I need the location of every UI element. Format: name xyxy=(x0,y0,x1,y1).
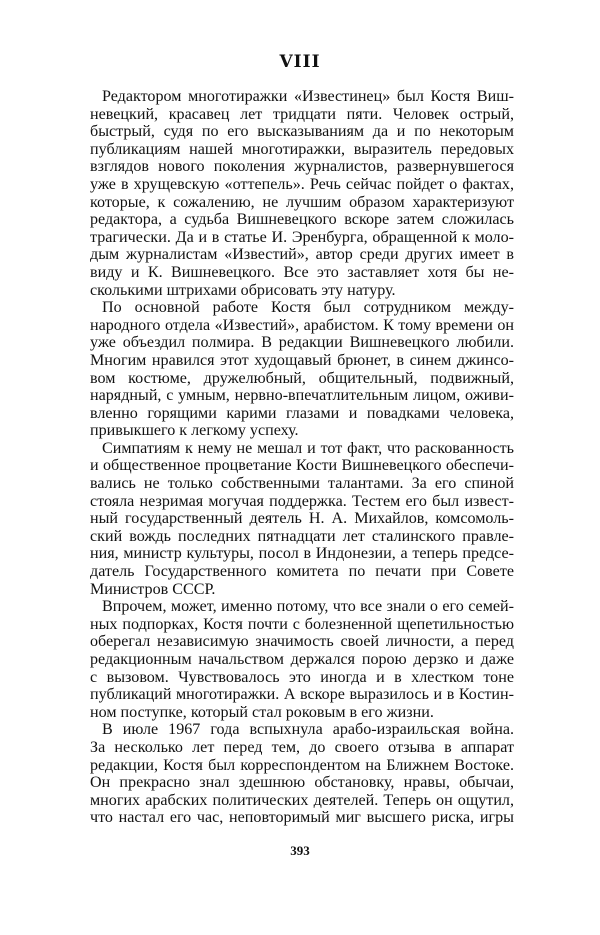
text-line: По основной работе Костя был сотрудником между- xyxy=(102,299,514,317)
text-line: редакционным начальством держался порою дерзко и даже xyxy=(90,651,514,668)
chapter-heading: VIII xyxy=(279,52,321,72)
text-line: ном поступке, который стал роковым в его жизни. xyxy=(90,703,434,721)
page-number: 393 xyxy=(290,843,310,858)
text-line: ский вождь последних пятнадцати лет сталинского правле- xyxy=(90,527,514,545)
text-line: взглядов нового поколения журналистов, развернувшегося xyxy=(90,158,514,176)
text-line: публикациям нашей многотиражки, выразитель передовых xyxy=(90,140,514,158)
text-line: ных подпорках, Костя почти с болезненной щепетильностью xyxy=(90,615,514,633)
text-line: Симпатиям к нему не мешал и тот факт, что раскованность xyxy=(102,439,514,457)
text-line: невецкий, красавец лет тридцати пяти. Человек острый, xyxy=(90,105,514,123)
text-line: ния, министр культуры, посол в Индонезии, а теперь предсе- xyxy=(90,545,514,563)
text-line: публикаций многотиражки. А вскоре выразилось и в Костин- xyxy=(90,686,514,704)
text-line: Редактором многотиражки «Известинец» был Костя Виш- xyxy=(102,88,514,105)
text-line: Он прекрасно знал здешнюю обстановку, нравы, обычаи, xyxy=(90,774,514,792)
text-line: виду и К. Вишневецкого. Все это заставляет хотя бы не- xyxy=(90,263,514,281)
text-line: привыкшего к легкому успеху. xyxy=(90,422,299,440)
text-line: что настал его час, неповторимый миг высшего риска, игры xyxy=(90,809,514,827)
text-line: редактора, а судьба Вишневецкого вскоре затем сложилась xyxy=(90,211,514,229)
text-line: вались не только собственными талантами. За его спиной xyxy=(90,475,514,493)
text-line: ный государственный деятель Н. А. Михайлов, комсомоль- xyxy=(90,510,514,528)
text-line: В июле 1967 года вспыхнула арабо-израильская война. xyxy=(102,721,514,739)
text-line: с вызовом. Чувствовалось это иногда и в хлестком тоне xyxy=(90,668,514,686)
text-line: и общественное процветание Кости Вишневецкого обеспечи- xyxy=(90,457,514,475)
text-line: вленно горящими карими глазами и повадками человека, xyxy=(90,404,514,422)
text-line: трагически. Да и в статье И. Эренбурга, обращенной к моло- xyxy=(90,228,514,246)
text-line: Впрочем, может, именно потому, что все знали о его семей- xyxy=(102,598,514,616)
text-line: За несколько лет перед тем, до своего отзыва в аппарат xyxy=(90,738,514,756)
text-line: датель Государственного комитета по печати при Совете xyxy=(90,563,514,581)
text-line: которые, к сожалению, не лучшим образом характеризуют xyxy=(90,193,514,211)
body-text xyxy=(90,88,514,827)
text-line: уже объездил полмира. В редакции Вишневецкого любили. xyxy=(90,334,514,352)
text-line: многих арабских политических деятелей. Теперь он ощутил, xyxy=(90,791,514,809)
text-line: стояла незримая могучая поддержка. Тестем его был извест- xyxy=(90,492,514,510)
text-line: оберегал независимую значимость своей личности, а перед xyxy=(90,633,514,651)
text-line: Министров СССР. xyxy=(90,580,216,598)
text-line: нарядный, с умным, нервно-впечатлительным лицом, оживи- xyxy=(90,387,514,405)
text-line: сколькими штрихами обрисовать эту натуру. xyxy=(90,281,396,299)
text-line: народного отдела «Известий», арабистом. К тому времени он xyxy=(90,316,514,334)
text-line: вом костюме, дружелюбный, общительный, подвижный, xyxy=(90,369,514,387)
text-line: Многим нравился этот худощавый брюнет, в синем джинсо- xyxy=(90,351,514,369)
text-line: быстрый, судя по его высказываниям да и по некоторым xyxy=(90,123,514,141)
text-line: уже в хрущевскую «оттепель». Речь сейчас пойдет о фактах, xyxy=(90,175,514,193)
text-line: дым журналистам «Известий», автор среди других имеет в xyxy=(90,246,514,264)
text-line: редакции, Костя был корреспондентом на Ближнем Востоке. xyxy=(90,756,514,774)
